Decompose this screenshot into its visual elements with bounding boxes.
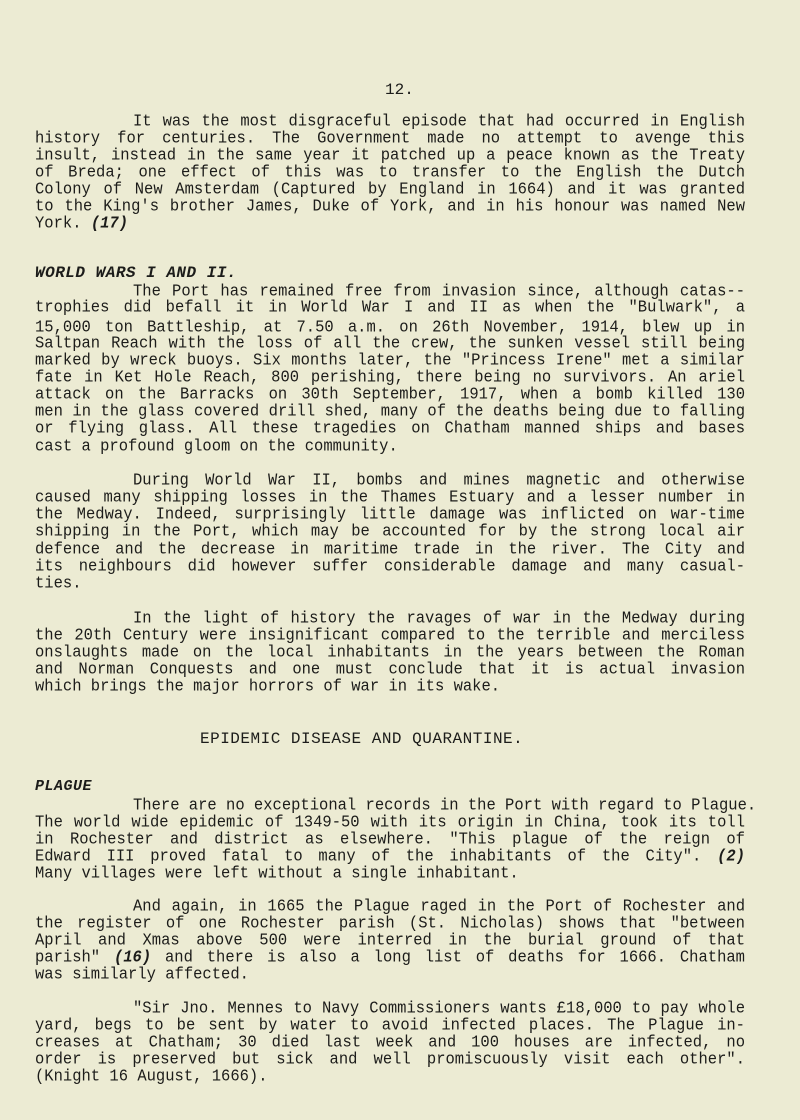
text-line: Saltpan Reach with the loss of all the crew, the sunken vessel still being	[35, 333, 745, 353]
subheading-plague: PLAGUE	[35, 778, 93, 795]
text-line: in Rochester and district as elsewhere. "This plague of the reign of	[35, 829, 745, 849]
section-heading-world-wars: WORLD WARS I AND II.	[35, 264, 238, 282]
text-line: or flying glass. All these tragedies on Chatham manned ships and bases	[35, 418, 745, 438]
text-fragment: York.	[35, 213, 82, 233]
text-line: was similarly affected.	[35, 964, 249, 984]
text-line: trophies did befall it in World War I and II as when the "Bulwark", a	[35, 297, 745, 317]
text-line: There are no exceptional records in the Port with regard to Plague.	[133, 795, 757, 815]
footnote-ref: (17)	[90, 213, 129, 233]
text-line: and Norman Conquests and one must conclude that it is actual invasion	[35, 659, 745, 679]
footnote-ref: (2)	[717, 846, 745, 866]
text-line: yard, begs to be sent by water to avoid infected places. The Plague in-	[35, 1015, 745, 1035]
text-line: The Port has remained free from invasion since, although catas--	[133, 281, 745, 301]
text-line: cast a profound gloom on the community.	[35, 436, 398, 456]
text-line: During World War II, bombs and mines magnetic and otherwise	[133, 470, 745, 490]
text-line: defence and the decrease in maritime trade in the river. The City and	[35, 539, 745, 559]
text-line: ties.	[35, 573, 82, 593]
text-line: Colony of New Amsterdam (Captured by England in 1664) and it was granted	[35, 179, 745, 199]
text-line: Many villages were left without a single inhabitant.	[35, 863, 519, 883]
text-line: its neighbours did however suffer considerable damage and many casual-	[35, 556, 745, 576]
text-line: creases at Chatham; 30 died last week and 100 houses are infected, no	[35, 1032, 745, 1052]
text-line: the Medway. Indeed, surprisingly little damage was inflicted on war-time	[35, 504, 745, 524]
text-fragment: Edward III proved fatal to many of the inhabitants of the City".	[35, 846, 702, 866]
text-line: the 20th Century were insignificant compared to the terrible and merciless	[35, 625, 745, 645]
text-line: April and Xmas above 500 were interred in the burial ground of that	[35, 930, 745, 950]
text-line: order is preserved but sick and well promiscuously visit each other".	[35, 1049, 745, 1069]
text-fragment: and there is also a long list of deaths for 1666. Chatham	[165, 947, 745, 967]
page-number: 12.	[385, 81, 414, 99]
text-line: It was the most disgraceful episode that had occurred in English	[133, 111, 745, 131]
text-line: fate in Ket Hole Reach, 800 perishing, there being no survivors. An ariel	[35, 367, 745, 387]
text-line: The world wide epidemic of 1349-50 with its origin in China, took its toll	[35, 812, 745, 832]
footnote-ref: (16)	[113, 947, 152, 967]
text-line: which brings the major horrors of war in its wake.	[35, 676, 501, 696]
text-line	[35, 213, 745, 232]
text-line: men in the glass covered drill shed, many of the deaths being due to falling	[35, 401, 745, 421]
text-line: onslaughts made on the local inhabitants in the years between the Roman	[35, 642, 745, 662]
text-line: insult, instead in the same year it patched up a peace known as the Treaty	[35, 145, 745, 165]
text-line: of Breda; one effect of this was to transfer to the English the Dutch	[35, 162, 745, 182]
text-line: the register of one Rochester parish (St. Nicholas) shows that "between	[35, 913, 745, 933]
text-line: "Sir Jno. Mennes to Navy Commissioners wants £18,000 to pay whole	[133, 998, 745, 1018]
section-heading-epidemic: EPIDEMIC DISEASE AND QUARANTINE.	[200, 730, 524, 748]
text-line: In the light of history the ravages of war in the Medway during	[133, 608, 745, 628]
text-fragment: parish"	[35, 947, 101, 967]
text-line: shipping in the Port, which may be accounted for by the strong local air	[35, 521, 745, 541]
text-line: caused many shipping losses in the Thames Estuary and a lesser number in	[35, 487, 745, 507]
text-line: history for centuries. The Government made no attempt to avenge this	[35, 128, 745, 148]
text-line: to the King's brother James, Duke of York, and in his honour was named New	[35, 196, 745, 216]
text-line: (Knight 16 August, 1666).	[35, 1066, 268, 1086]
text-line: And again, in 1665 the Plague raged in the Port of Rochester and	[133, 896, 745, 916]
text-line: attack on the Barracks on 30th September, 1917, when a bomb killed 130	[35, 384, 745, 404]
text-line: marked by wreck buoys. Six months later, the "Princess Irene" met a similar	[35, 350, 745, 370]
text-line: 15,000 ton Battleship, at 7.50 a.m. on 26th November, 1914, blew up in	[35, 317, 745, 337]
